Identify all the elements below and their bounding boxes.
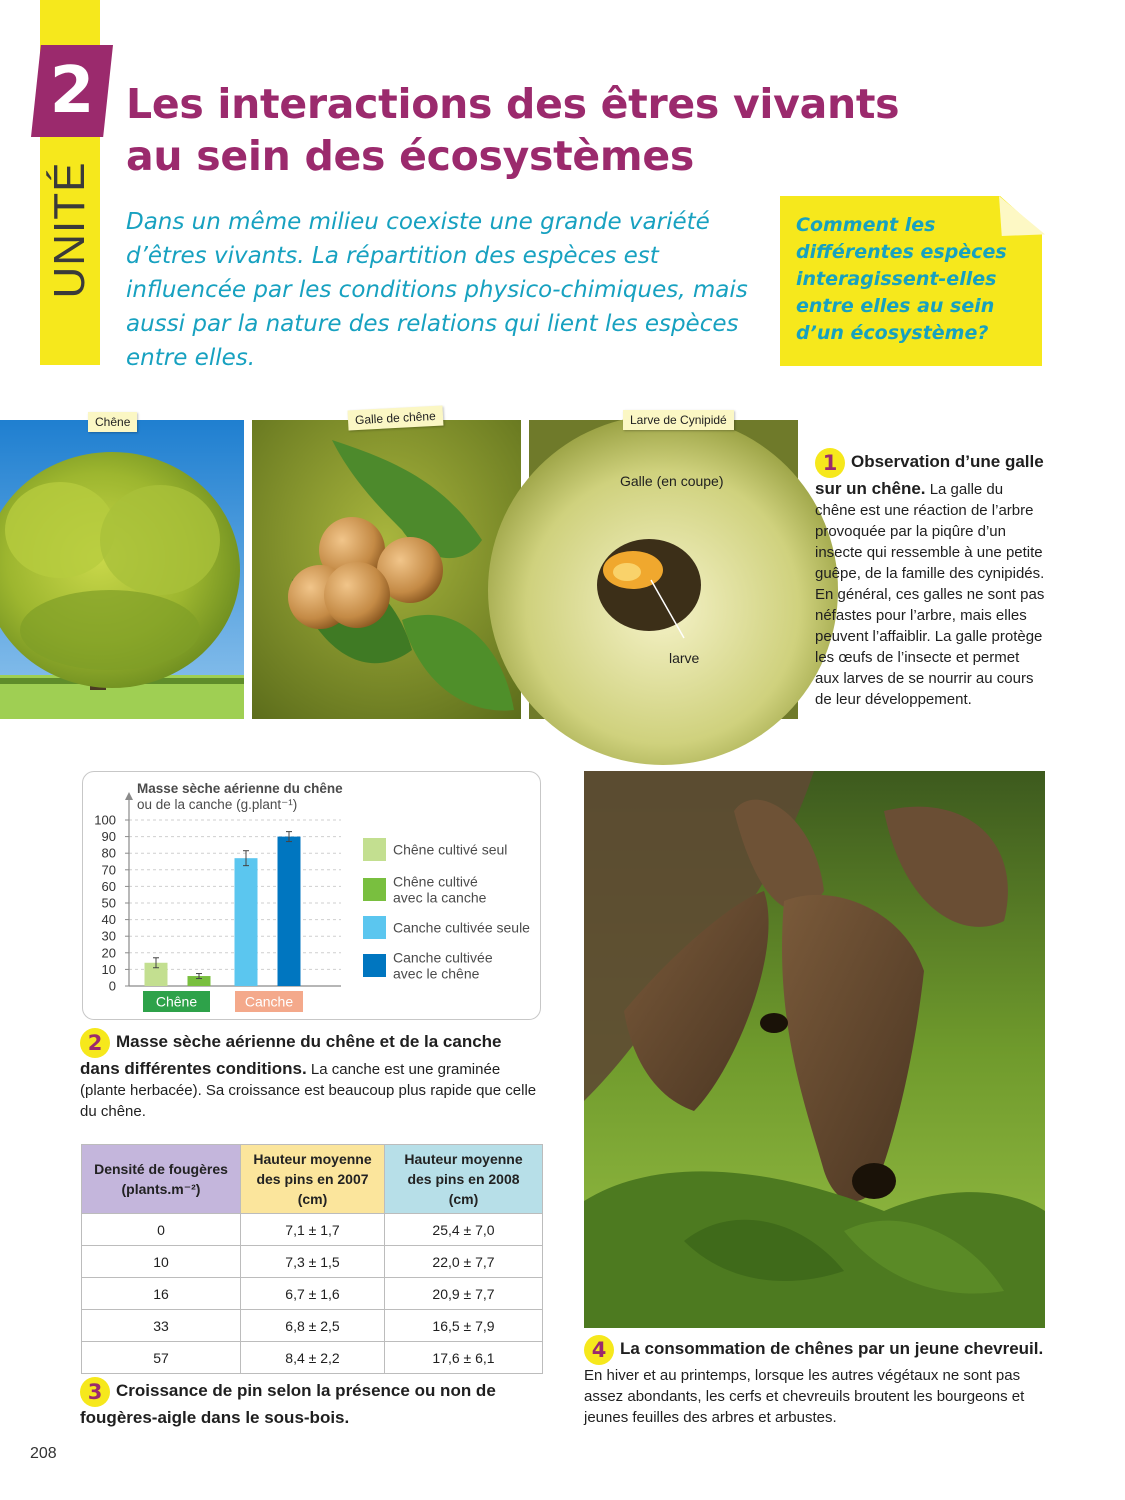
page-number: 208 <box>30 1445 57 1462</box>
chart-tick-label: 100 <box>94 812 116 828</box>
chart-bar <box>235 858 258 986</box>
cell-density: 57 <box>82 1342 241 1374</box>
doc1-caption <box>815 448 1045 710</box>
chart-tick-label: 40 <box>101 912 116 928</box>
cell-density: 0 <box>82 1214 241 1246</box>
doc4-caption <box>584 1335 1046 1428</box>
table-row <box>82 1278 543 1310</box>
cell-2007: 7,1 ± 1,7 <box>241 1214 385 1246</box>
biomass-chart-panel <box>82 771 541 1020</box>
doc2-title: Masse sèche aérienne du chêne et de la canche dans différentes conditions. <box>80 1032 502 1078</box>
chart-ylabel-line1: Masse sèche aérienne du chêne <box>137 781 343 796</box>
header-height-2007: Hauteur moyenne des pins en 2007 (cm) <box>241 1145 385 1214</box>
chart-tick-label: 0 <box>108 978 116 994</box>
doc4-text: En hiver et au printemps, lorsque les autres végétaux ne sont pas assez abondants, les cerfs et chevreuils broutent les bourgeons et jeunes feuilles des arbres et arbustes. <box>584 1367 1025 1426</box>
cell-2008: 20,9 ± 7,7 <box>385 1278 543 1310</box>
doc1-title: Observation d’une galle sur un chêne. <box>815 452 1044 498</box>
cell-2008: 16,5 ± 7,9 <box>385 1310 543 1342</box>
doc4-number: 4 <box>584 1335 614 1365</box>
cell-2008: 25,4 ± 7,0 <box>385 1214 543 1246</box>
cell-2008: 17,6 ± 6,1 <box>385 1342 543 1374</box>
chart-tick-label: 60 <box>101 878 116 894</box>
page-title <box>126 78 1026 182</box>
cell-2007: 6,8 ± 2,5 <box>241 1310 385 1342</box>
chart-y-axis-arrow <box>125 792 133 800</box>
title-line-1: Les interactions des êtres vivants <box>126 80 900 128</box>
header-fern-density: Densité de fougères (plants.m⁻²) <box>82 1145 241 1214</box>
doc1-text: La galle du chêne est une réaction de l’arbre provoquée par la piqûre d’un insecte qui ressemble à une petite guêpe, de la famille des cynipidés. En général, ces galles ne sont pas néfastes pour l’arbre, mais elles peuvent l’affaiblir. La galle protège les œufs de l’insecte et permet aux larves de se nourrir au cours de leur développement. <box>815 481 1045 708</box>
doc2-caption <box>80 1028 540 1122</box>
table-row <box>82 1342 543 1374</box>
cell-density: 10 <box>82 1246 241 1278</box>
unit-label: UNITÉ <box>45 161 94 299</box>
gall-section-annotation: Galle (en coupe) <box>620 473 724 489</box>
chart-legend-label: Canche cultivée <box>393 949 493 966</box>
gall-label: Galle de chêne <box>348 406 444 431</box>
doc2-text: La canche est une graminée (plante herbacée). Sa croissance est beaucoup plus rapide que celle du chêne. <box>80 1061 537 1120</box>
cell-density: 16 <box>82 1278 241 1310</box>
chart-tick-label: 10 <box>101 961 116 977</box>
cell-2007: 8,4 ± 2,2 <box>241 1342 385 1374</box>
chart-legend-label: avec le chêne <box>393 965 480 982</box>
chart-tick-label: 80 <box>101 845 116 861</box>
header-height-2008: Hauteur moyenne des pins en 2008 (cm) <box>385 1145 543 1214</box>
cell-density: 33 <box>82 1310 241 1342</box>
chart-legend-swatch <box>363 954 386 977</box>
chart-tick-label: 70 <box>101 862 116 878</box>
chart-legend-swatch <box>363 838 386 861</box>
chart-legend-swatch <box>363 916 386 939</box>
unit-number: 2 <box>49 54 95 128</box>
oak-tree-photo <box>0 415 244 719</box>
oak-label: Chêne <box>88 412 137 432</box>
doc1-number: 1 <box>815 448 845 478</box>
cell-2008: 22,0 ± 7,7 <box>385 1246 543 1278</box>
chart-tick-label: 90 <box>101 829 116 845</box>
cell-2007: 6,7 ± 1,6 <box>241 1278 385 1310</box>
chart-tick-label: 50 <box>101 895 116 911</box>
question-text: Comment les différentes espèces interagissent-elles entre elles au sein d’un écosystème? <box>796 214 1007 344</box>
table-row <box>82 1310 543 1342</box>
cell-2007: 7,3 ± 1,5 <box>241 1246 385 1278</box>
chart-group-label: Canche <box>244 993 294 1010</box>
deer-photo <box>584 771 1045 1328</box>
table-row <box>82 1246 543 1278</box>
chart-ylabel-line2: ou de la canche (g.plant⁻¹) <box>137 797 298 812</box>
chart-legend-swatch <box>363 878 386 901</box>
doc3-title: Croissance de pin selon la présence ou non de fougères-aigle dans le sous-bois. <box>80 1381 496 1427</box>
larva-annotation: larve <box>669 650 700 666</box>
fern-pine-table <box>81 1144 543 1374</box>
table-header-row <box>82 1145 543 1214</box>
doc4-title: La consommation de chênes par un jeune chevreuil. <box>620 1339 1044 1358</box>
chart-legend-label: Canche cultivée seule <box>393 919 530 936</box>
doc3-number: 3 <box>80 1377 110 1407</box>
title-line-2: au sein des écosystèmes <box>126 132 694 180</box>
chart-group-label: Chêne <box>155 993 198 1010</box>
oak-gall-photo <box>252 408 521 719</box>
larva-photo-label: Larve de Cynipidé <box>623 410 734 430</box>
larva-photo <box>529 413 798 719</box>
chart-legend-label: Chêne cultivé seul <box>393 841 508 858</box>
chart-legend-label: avec la canche <box>393 889 487 906</box>
chart-bar <box>278 837 301 986</box>
doc2-number: 2 <box>80 1028 110 1058</box>
doc3-caption <box>80 1377 540 1429</box>
biomass-chart <box>83 772 542 1021</box>
table-row <box>82 1214 543 1246</box>
chart-legend-label: Chêne cultivé <box>393 873 478 890</box>
intro-paragraph: Dans un même milieu coexiste une grande variété d’êtres vivants. La répartition des espèces est influencée par les conditions physico-chimiques, mais aussi par la nature des relations qui lient les espèces entre elles. <box>126 209 748 371</box>
chart-tick-label: 30 <box>101 928 116 944</box>
chart-tick-label: 20 <box>101 945 116 961</box>
